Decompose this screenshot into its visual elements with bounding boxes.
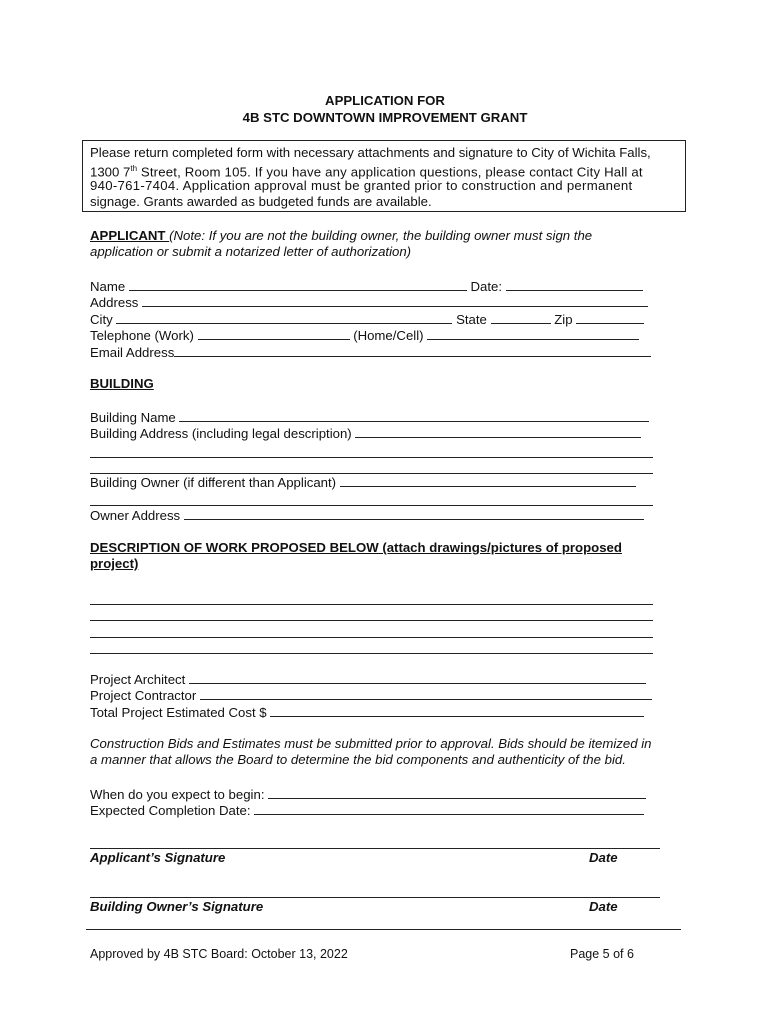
applicant-heading: APPLICANT [90, 228, 170, 243]
city-row [90, 311, 644, 328]
owner-address-field[interactable] [184, 507, 644, 520]
cost-label: Total Project Estimated Cost $ [90, 705, 267, 720]
contractor-label: Project Contractor [90, 688, 197, 703]
contractor-row [90, 687, 652, 704]
work-line-2[interactable] [90, 620, 653, 621]
building-owner-label: Building Owner (if different than Applicant) [90, 475, 337, 490]
work-line-4[interactable] [90, 653, 653, 654]
architect-field[interactable] [189, 671, 646, 684]
architect-row [90, 671, 646, 688]
city-field[interactable] [116, 311, 452, 324]
work-line-3[interactable] [90, 637, 653, 638]
cost-row [90, 704, 644, 721]
owner-signature-line[interactable] [90, 897, 660, 898]
title-line-2: 4B STC DOWNTOWN IMPROVEMENT GRANT [242, 110, 528, 125]
building-heading: BUILDING [90, 376, 154, 391]
telephone-work-label: Telephone (Work) [90, 328, 194, 343]
building-address-line-2[interactable] [90, 457, 653, 458]
architect-label: Project Architect [90, 672, 186, 687]
work-heading-line-2: project) [90, 556, 139, 571]
owner-address-row [90, 507, 644, 524]
applicant-note-1: (Note: If you are not the building owner, the building owner must sign the [169, 228, 593, 243]
date-label: Date: [470, 279, 503, 294]
page-number: Page 5 of 6 [570, 947, 634, 961]
begin-field[interactable] [268, 786, 646, 799]
building-name-row [90, 409, 649, 426]
state-field[interactable] [491, 311, 551, 324]
address-row [90, 294, 648, 311]
address-field[interactable] [142, 294, 648, 307]
zip-label: Zip [554, 312, 573, 327]
building-owner-row [90, 474, 636, 491]
begin-row [90, 786, 646, 803]
telephone-work-field[interactable] [198, 327, 350, 340]
completion-row [90, 802, 644, 819]
building-owner-field[interactable] [340, 474, 636, 487]
email-row [90, 344, 651, 361]
contractor-field[interactable] [200, 687, 652, 700]
telephone-row [90, 327, 639, 344]
city-label: City [90, 312, 113, 327]
building-owner-line-2[interactable] [90, 505, 653, 506]
building-address-label: Building Address (including legal description) [90, 426, 352, 441]
building-name-label: Building Name [90, 410, 176, 425]
work-line-1[interactable] [90, 604, 653, 605]
applicant-signature-label: Applicant’s Signature [90, 850, 226, 865]
owner-address-label: Owner Address [90, 508, 181, 523]
email-field[interactable] [174, 344, 651, 357]
zip-field[interactable] [576, 311, 644, 324]
applicant-date-label: Date [589, 850, 618, 865]
applicant-note-2: application or submit a notarized letter of authorization) [90, 244, 412, 259]
instructions-line-1: Please return completed form with necessary attachments and signature to City of Wichita Falls, [90, 145, 651, 160]
home-cell-label: (Home/Cell) [353, 328, 424, 343]
home-cell-field[interactable] [427, 327, 639, 340]
state-label: State [456, 312, 487, 327]
building-address-row [90, 425, 641, 442]
work-heading-line-1: DESCRIPTION OF WORK PROPOSED BELOW (attach drawings/pictures of proposed [90, 540, 622, 555]
applicant-signature-line[interactable] [90, 848, 660, 849]
title-line-1: APPLICATION FOR [325, 93, 445, 108]
applicant-section [90, 228, 592, 244]
name-field[interactable] [129, 278, 467, 291]
owner-date-label: Date [589, 899, 618, 914]
address-label: Address [90, 295, 139, 310]
owner-signature-label: Building Owner’s Signature [90, 899, 264, 914]
bids-note-line-2: a manner that allows the Board to determine the bid components and authenticity of the bid. [90, 752, 626, 767]
bids-note-line-1: Construction Bids and Estimates must be submitted prior to approval. Bids should be itemized in [90, 736, 652, 751]
instructions-line-4: signage. Grants awarded as budgeted funds are available. [90, 194, 432, 209]
instructions-line-3: 940-761-7404. Application approval must be granted prior to construction and permanent [90, 178, 633, 193]
begin-label: When do you expect to begin: [90, 787, 265, 802]
completion-field[interactable] [254, 802, 644, 815]
building-address-field[interactable] [355, 425, 641, 438]
building-name-field[interactable] [179, 409, 649, 422]
footer-divider [86, 929, 681, 930]
name-label: Name [90, 279, 126, 294]
instructions-line-2: 1300 7th Street, Room 105. If you have any application questions, please contact City Hall at [90, 164, 643, 180]
approved-text: Approved by 4B STC Board: October 13, 2022 [90, 947, 348, 961]
completion-label: Expected Completion Date: [90, 803, 251, 818]
cost-field[interactable] [270, 704, 644, 717]
date-field[interactable] [506, 278, 643, 291]
email-label: Email Address [90, 345, 175, 360]
name-row [90, 278, 643, 295]
